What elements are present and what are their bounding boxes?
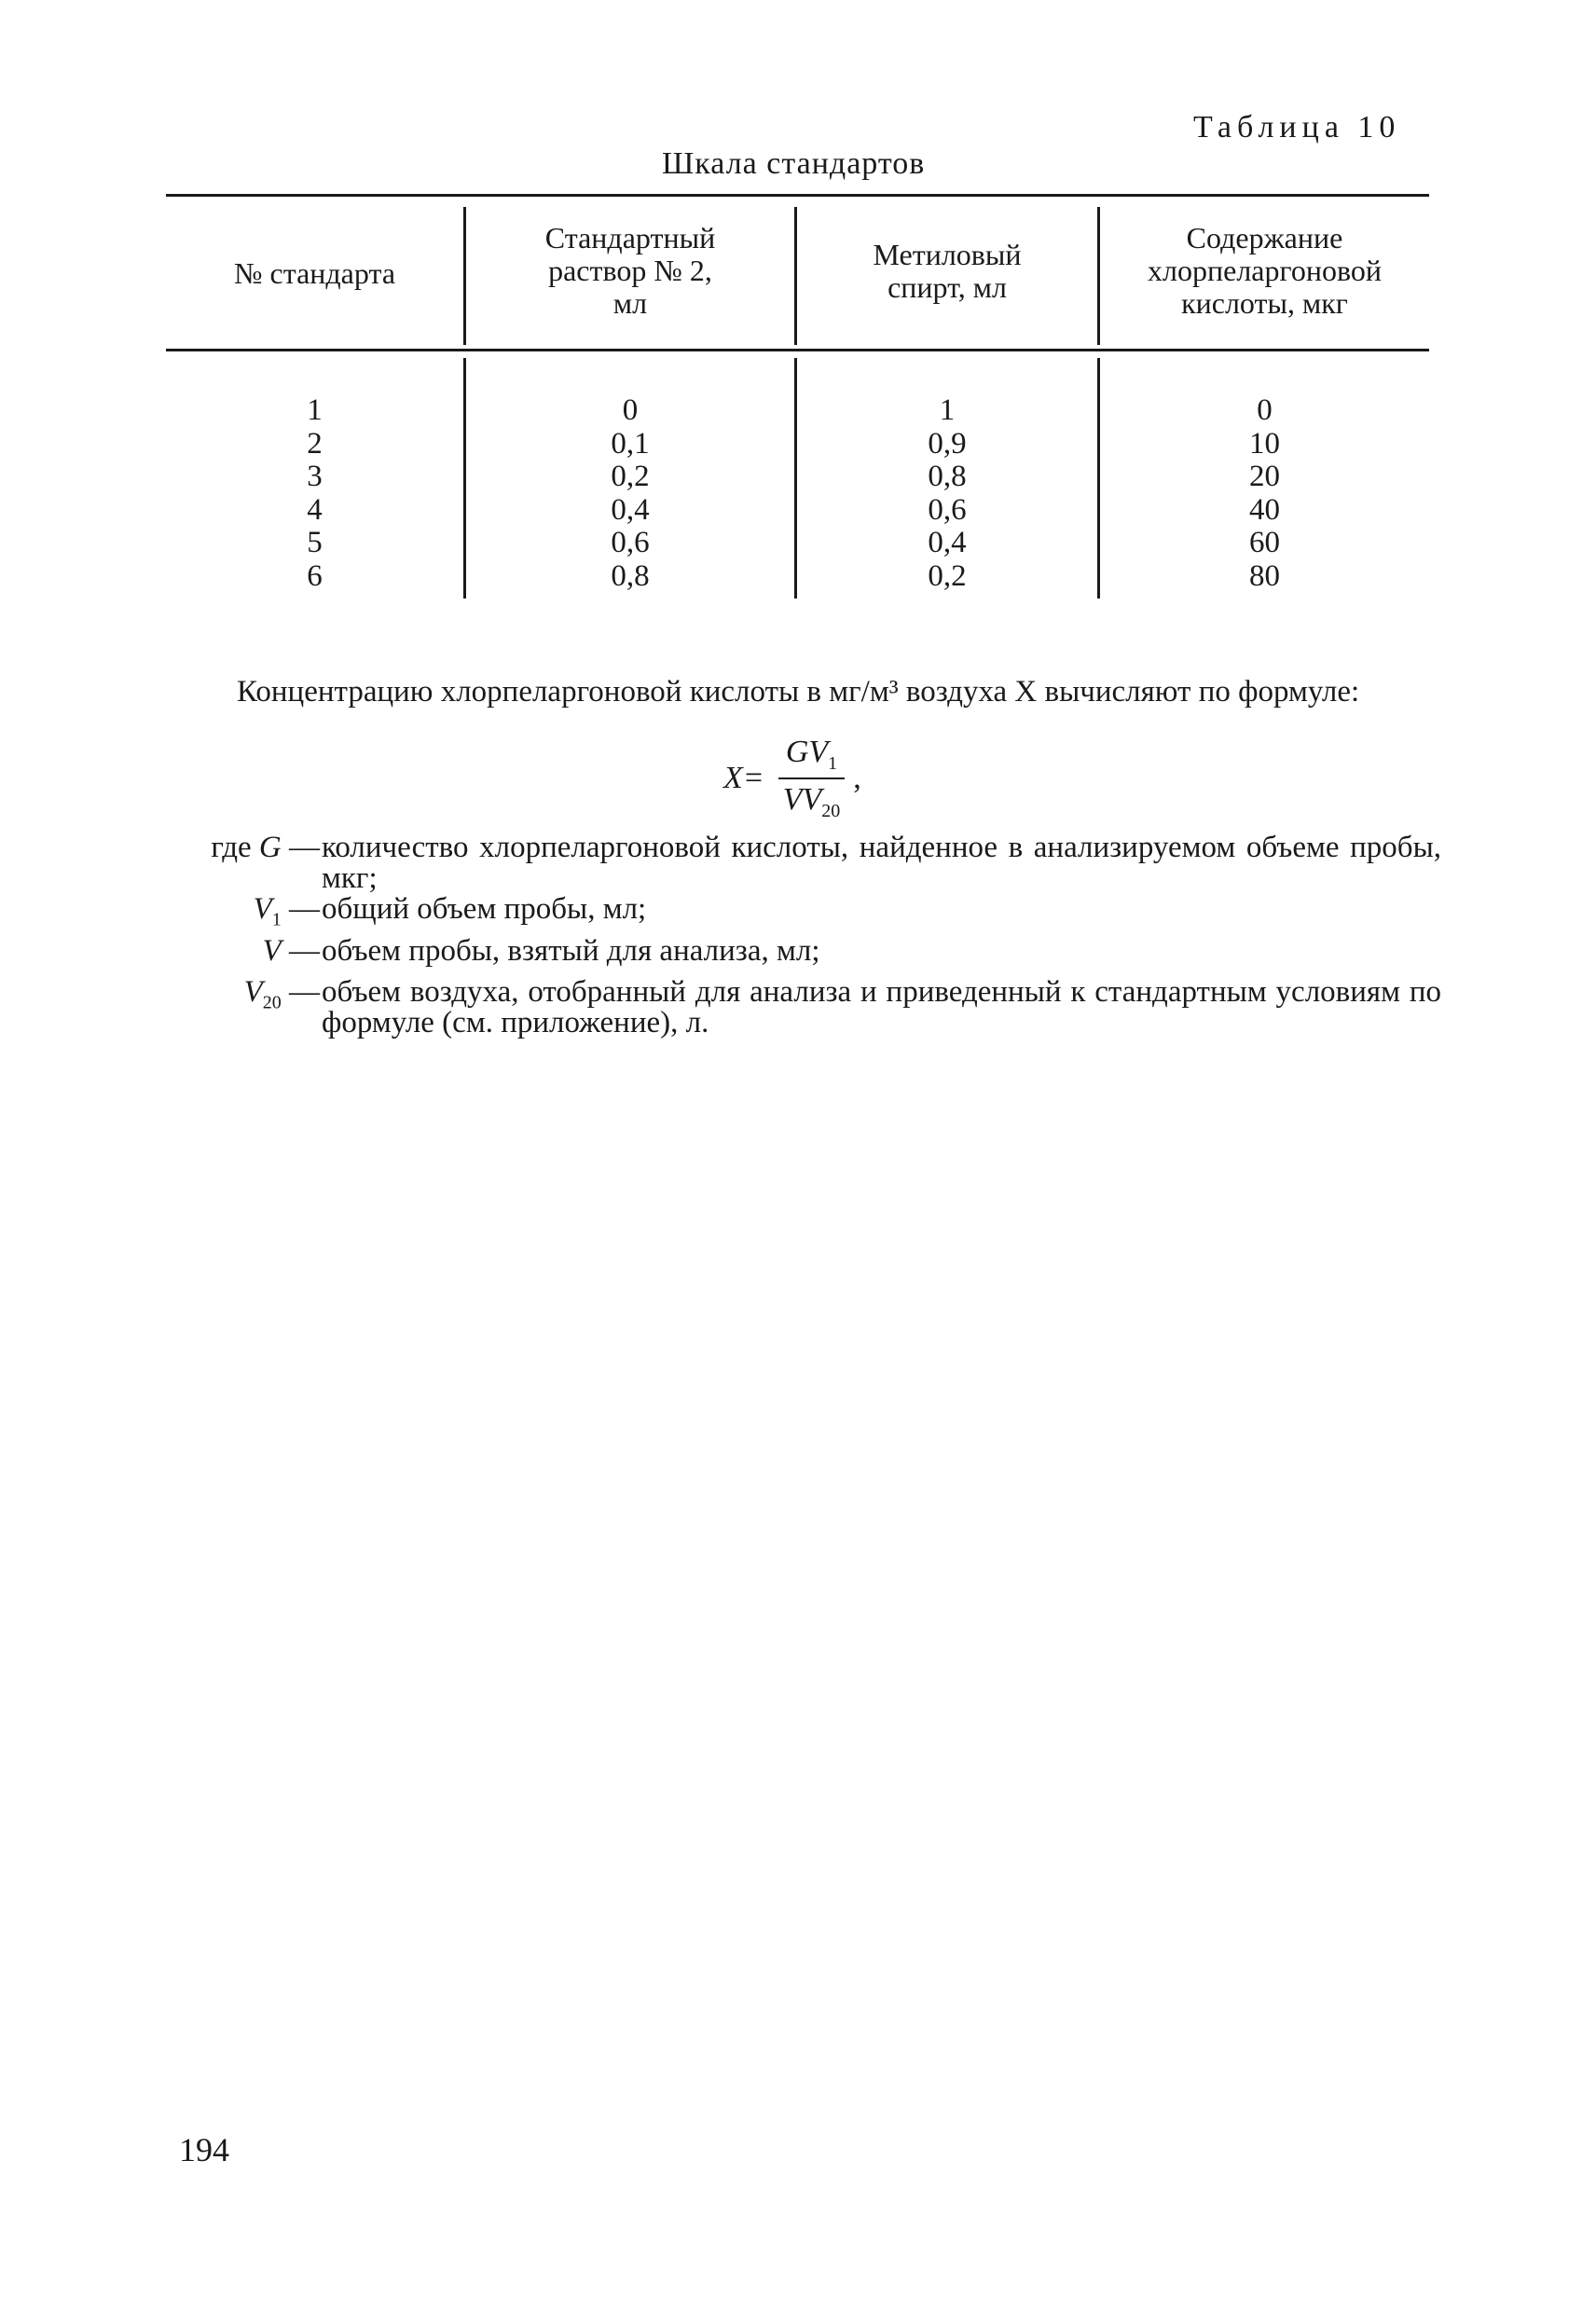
column-standard-number xyxy=(166,394,463,594)
definition-symbol xyxy=(173,977,320,1039)
definition-row xyxy=(173,977,1441,1039)
variable-definitions xyxy=(173,833,1441,1039)
page-number: 194 xyxy=(179,2131,229,2168)
table-cell: 0 xyxy=(1257,393,1273,427)
concentration-formula xyxy=(723,736,861,820)
symbol-letter: V xyxy=(253,892,272,926)
formula-comma: , xyxy=(853,761,861,795)
definition-text: количество хлорпеларгоновой кислоты, найденное в анализируемом объеме пробы, мкг; xyxy=(322,831,1441,895)
formula-lhs: X= xyxy=(723,761,764,795)
definition-text: объем пробы, взятый для анализа, мл; xyxy=(322,933,820,968)
denominator-subscript: 20 xyxy=(821,800,841,821)
definition-row xyxy=(173,833,1441,894)
symbol-subscript: 20 xyxy=(262,992,282,1013)
table-top-rule xyxy=(166,194,1429,197)
column-methyl-alcohol xyxy=(797,394,1097,594)
table-caption: Шкала стандартов xyxy=(662,146,926,181)
table-cell: 0,2 xyxy=(611,460,650,494)
definition-symbol xyxy=(173,833,320,894)
table-cell: 0,4 xyxy=(611,492,650,527)
header-standard-solution: Стандартный раствор № 2, мл xyxy=(544,221,716,320)
definition-text: объем воздуха, отобранный для анализа и приведенный к стандартным условиям по формуле (см. приложение), л. xyxy=(322,975,1441,1040)
formula-denominator xyxy=(776,779,848,822)
table-cell: 1 xyxy=(939,393,956,427)
header-acid-content: Содержание хлорпеларгоновой кислоты, мкг xyxy=(1148,221,1382,320)
definition-prefix: где xyxy=(211,831,259,864)
table-cell: 4 xyxy=(307,492,323,527)
concentration-paragraph: Концентрацию хлорпеларгоновой кислоты в мг/м³ воздуха X вычисляют по формуле: xyxy=(237,675,1360,709)
table-cell: 40 xyxy=(1249,492,1280,527)
column-acid-content xyxy=(1100,394,1429,594)
numerator-subscript: 1 xyxy=(828,753,838,774)
definition-row xyxy=(173,933,1441,978)
definition-symbol xyxy=(173,933,320,978)
definition-dash: — xyxy=(281,892,320,926)
numerator-text: GV xyxy=(785,735,829,770)
definition-text: общий объем пробы, мл; xyxy=(322,892,647,926)
table-cell: 2 xyxy=(307,426,323,461)
symbol-letter: V xyxy=(243,975,263,1010)
table-cell: 0,8 xyxy=(928,460,967,494)
table-cell: 0,6 xyxy=(611,526,650,560)
table-cell: 1 xyxy=(307,393,323,427)
header-standard-number: № стандарта xyxy=(233,256,396,290)
definition-dash: — xyxy=(281,975,320,1010)
symbol-letter: G xyxy=(258,831,282,864)
column-standard-solution xyxy=(466,394,794,594)
table-cell: 6 xyxy=(307,558,323,593)
table-cell: 3 xyxy=(307,460,323,494)
table-cell: 60 xyxy=(1249,526,1280,560)
table-cell: 10 xyxy=(1249,426,1280,461)
table-cell: 0,1 xyxy=(611,426,650,461)
table-cell: 20 xyxy=(1249,460,1280,494)
definition-dash: — xyxy=(281,831,320,864)
symbol-subscript: 1 xyxy=(271,909,282,930)
table-cell: 0,8 xyxy=(611,558,650,593)
definition-dash: — xyxy=(281,933,320,968)
definition-row xyxy=(173,894,1441,936)
symbol-letter: V xyxy=(262,933,282,968)
formula-fraction xyxy=(776,735,848,822)
header-methyl-alcohol: Метиловый спирт, мл xyxy=(873,238,1022,304)
table-cell: 0,2 xyxy=(928,558,967,593)
formula-numerator xyxy=(778,735,845,779)
table-number-label: Таблица 10 xyxy=(1193,110,1401,144)
table-cell: 0 xyxy=(622,393,639,427)
table-cell: 0,9 xyxy=(928,426,967,461)
denominator-text: VV xyxy=(782,782,822,817)
definition-symbol xyxy=(173,894,320,936)
table-header-rule xyxy=(166,349,1429,351)
table-cell: 80 xyxy=(1249,558,1280,593)
table-cell: 5 xyxy=(307,526,323,560)
table-cell: 0,6 xyxy=(928,492,967,527)
table-cell: 0,4 xyxy=(928,526,967,560)
